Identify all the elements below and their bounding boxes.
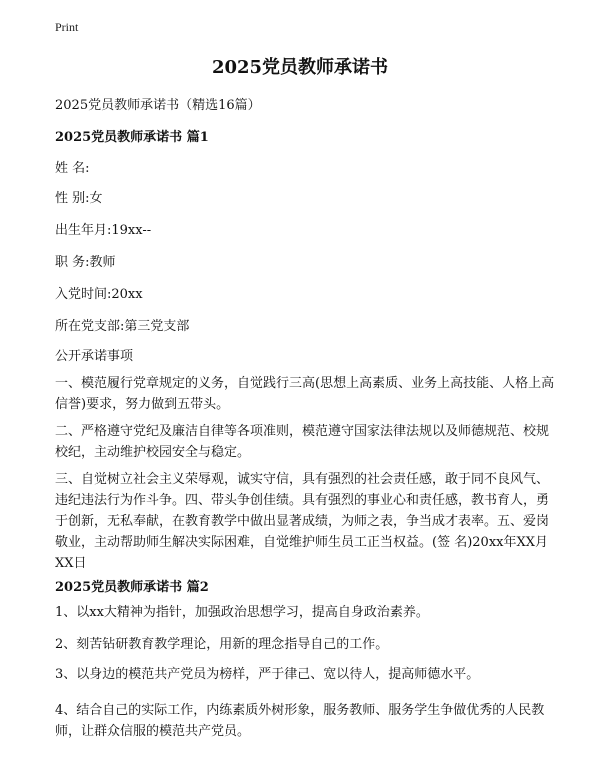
section-1-heading: 2025党员教师承诺书 篇1 xyxy=(55,130,209,145)
print-link[interactable]: Print xyxy=(55,20,79,34)
pledge-paragraph-3: 三、自觉树立社会主义荣辱观，诚实守信，具有强烈的社会责任感，敢于同不良风气、违纪违法行为作斗争。四、带头争创佳绩。具有强烈的事业心和责任感，教书育人，勇于创新，无私奉献，在教育教学中做出显著成绩，为师之表，争当成才表率。五、爱岗敬业，主动帮助师生解决实际困难，自觉维护师生员工正当权益。(签 名)20xx年XX月XX日 xyxy=(55,472,550,571)
document-title: 2025党员教师承诺书 xyxy=(211,57,389,78)
document-subtitle: 2025党员教师承诺书（精选16篇） xyxy=(55,98,261,113)
pledge-paragraph-1: 一、模范履行党章规定的义务，自觉践行三高(思想上高素质、业务上高技能、人格上高信誉)要求，努力做到五带头。 xyxy=(55,376,555,412)
commitment-item-2: 2、刻苦钻研教育教学理论，用新的理念指导自己的工作。 xyxy=(55,637,389,652)
branch-field: 所在党支部:第三党支部 xyxy=(55,319,190,334)
join-date-field: 入党时间:20xx xyxy=(55,287,143,302)
pledge-heading: 公开承诺事项 xyxy=(55,349,134,364)
commitment-item-3: 3、以身边的模范共产党员为榜样，严于律己、宽以待人，提高师德水平。 xyxy=(55,667,480,682)
birth-field: 出生年月:19xx-- xyxy=(55,223,152,238)
section-2-heading: 2025党员教师承诺书 篇2 xyxy=(55,580,209,595)
pledge-paragraph-2: 二、严格遵守党纪及廉洁自律等各项准则，模范遵守国家法律法规以及师德规范、校规校纪，主动维护校园安全与稳定。 xyxy=(55,424,550,460)
commitment-item-1: 1、以xx大精神为指针，加强政治思想学习，提高自身政治素养。 xyxy=(55,605,429,620)
position-field: 职 务:教师 xyxy=(55,255,116,270)
commitment-item-4: 4、结合自己的实际工作，内练素质外树形象，服务教师、服务学生争做优秀的人民教师，让群众信服的模范共产党员。 xyxy=(55,703,545,739)
gender-field: 性 别:女 xyxy=(55,191,103,206)
name-field: 姓 名: xyxy=(55,161,90,176)
